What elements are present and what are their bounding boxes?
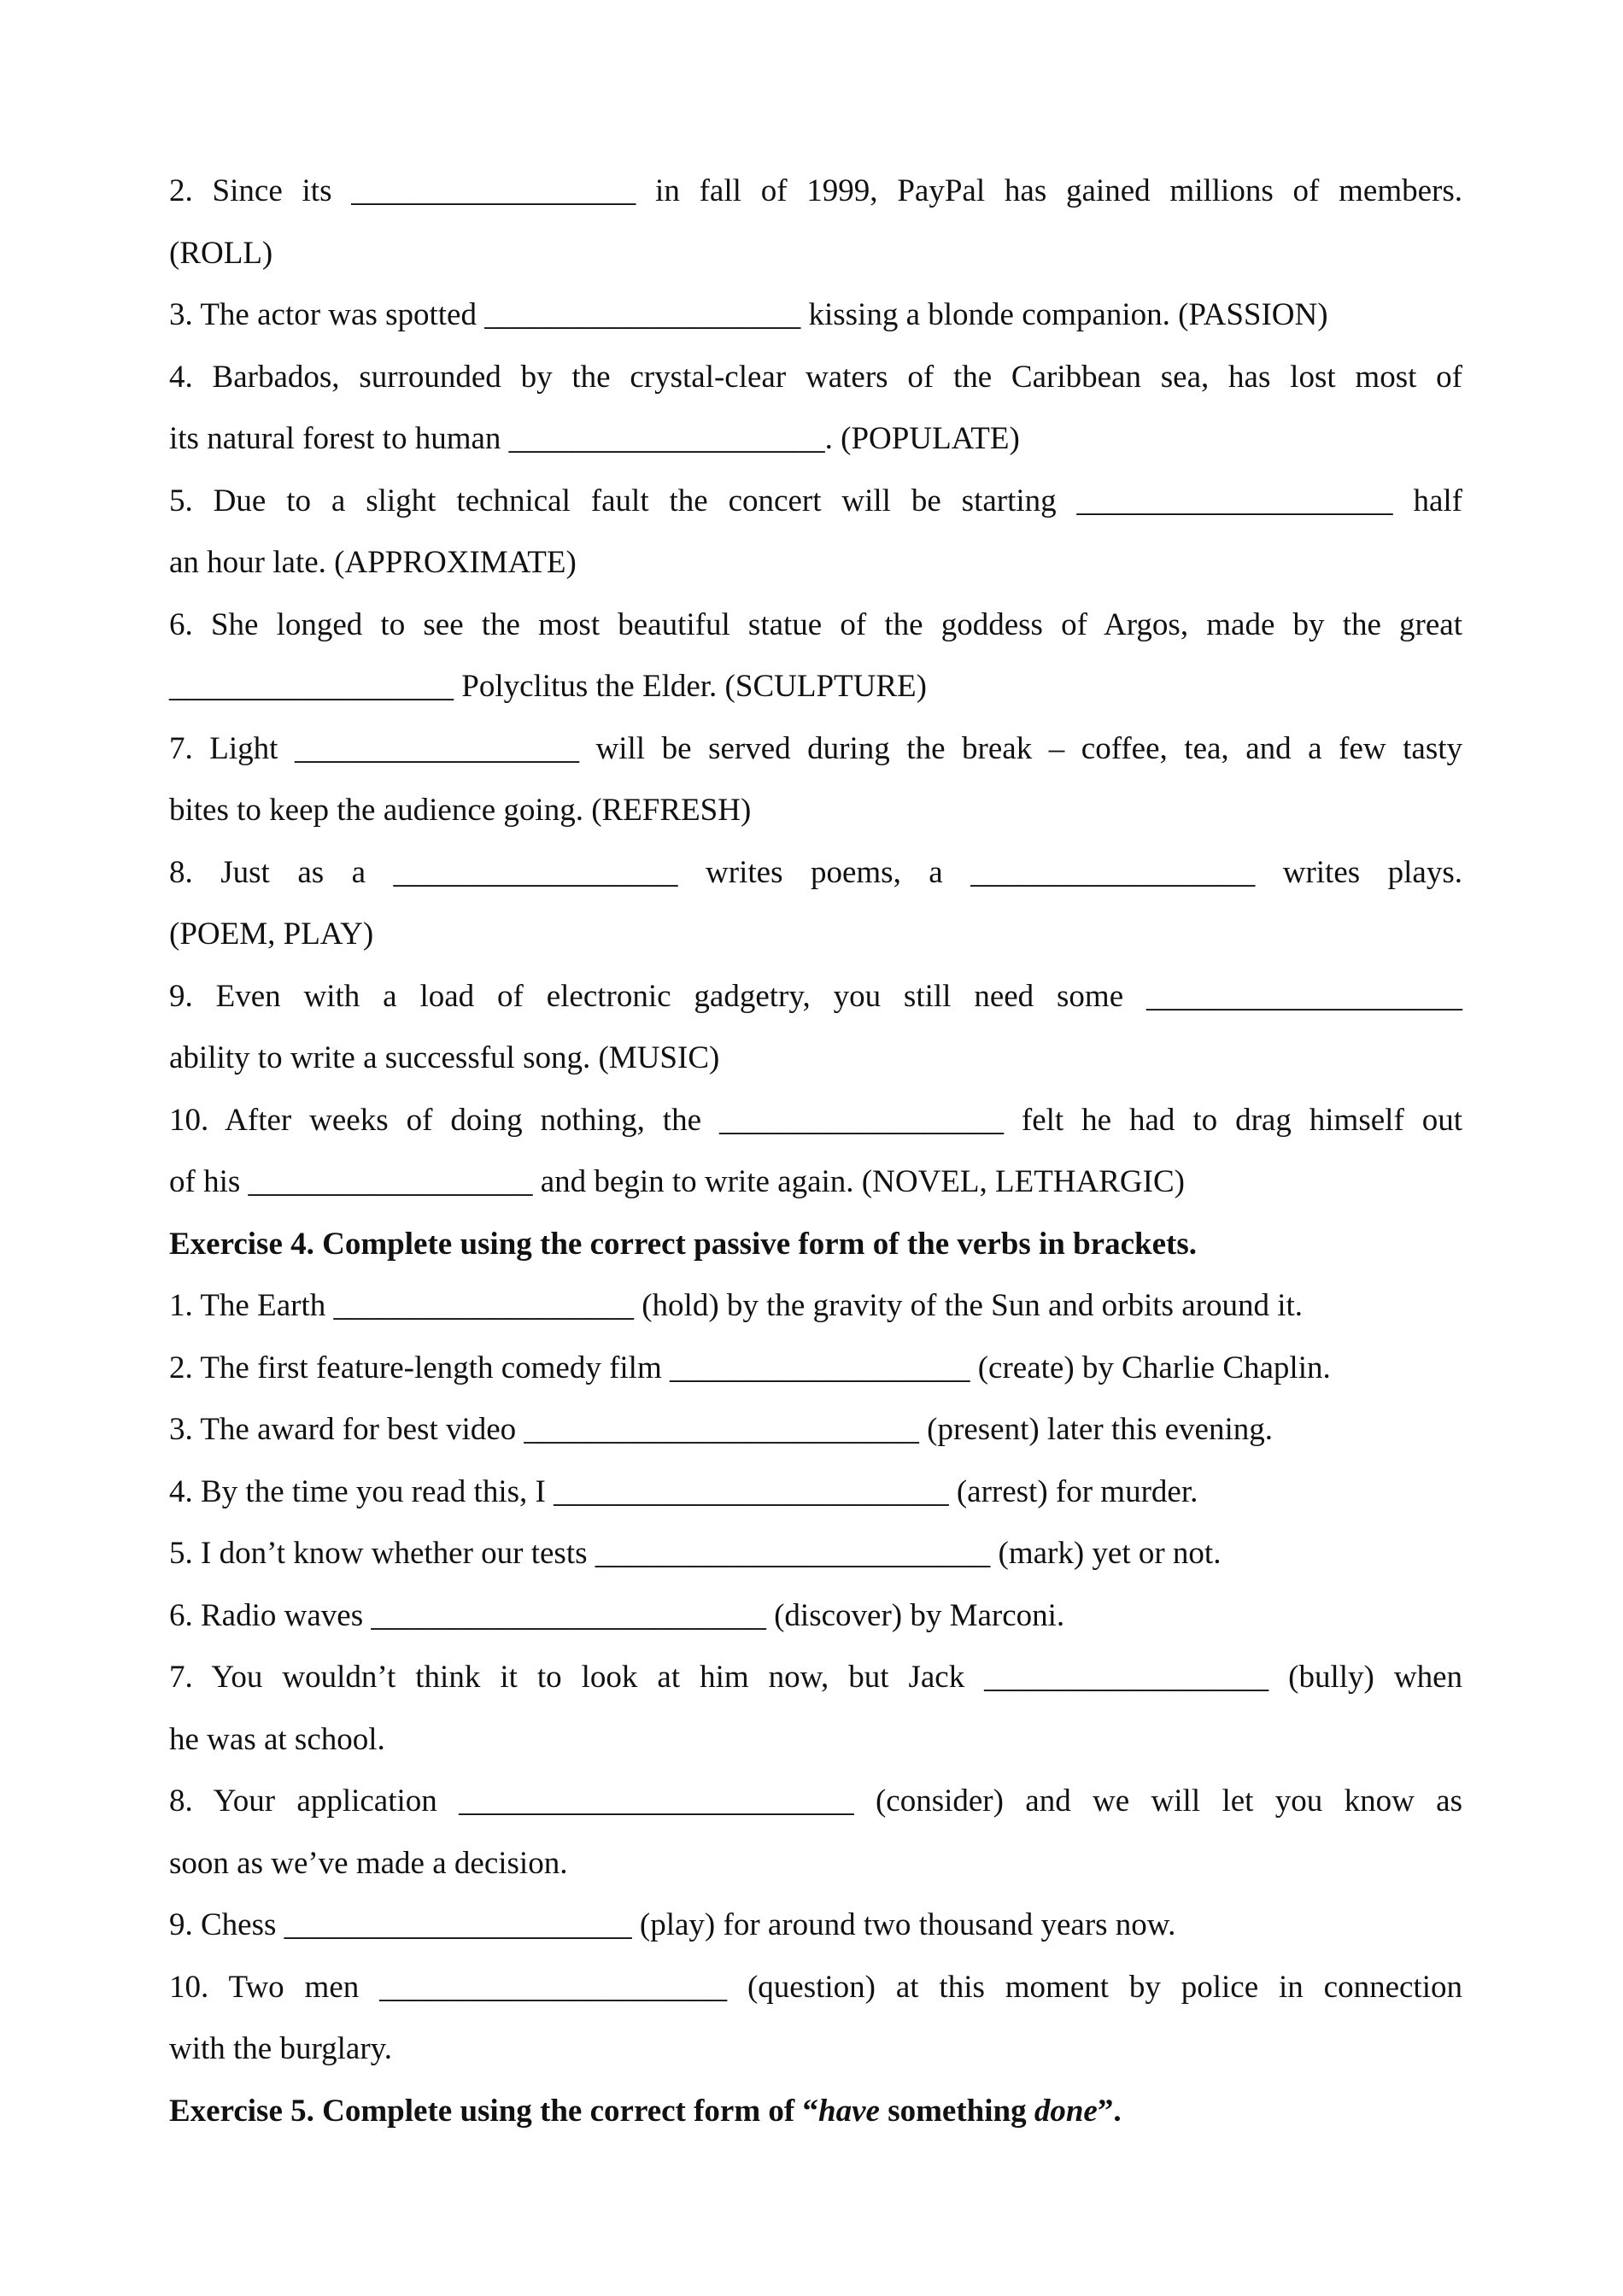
exercise-5-heading-done: done	[1034, 2093, 1098, 2129]
item-line: an hour late. (APPROXIMATE)	[169, 545, 577, 580]
item-line: bites to keep the audience going. (REFRESH)	[169, 793, 752, 828]
ex3-item-6	[169, 594, 1462, 718]
item-line: 2. The first feature-length comedy film ___________________ (create) by Charlie Chaplin.	[169, 1350, 1331, 1385]
exercise-5-heading-part1: Exercise 5. Complete using the correct form of “	[169, 2093, 818, 2129]
item-line: 1. The Earth ___________________ (hold) by the gravity of the Sun and orbits around it.	[169, 1288, 1304, 1323]
ex4-item-4	[169, 1461, 1462, 1524]
ex4-item-9	[169, 1895, 1462, 1957]
ex3-item-10	[169, 1090, 1462, 1214]
ex4-item-6	[169, 1585, 1462, 1648]
ex3-item-3	[169, 284, 1462, 347]
exercise-3-items	[169, 161, 1462, 1214]
item-line: 6. She longed to see the most beautiful statue of the goddess of Argos, made by the great	[169, 606, 1462, 642]
item-line: 10. Two men ______________________ (question) at this moment by police in connection	[169, 1969, 1462, 2005]
ex3-item-4	[169, 347, 1462, 471]
item-line: he was at school.	[169, 1721, 385, 1757]
item-line: of his __________________ and begin to write again. (NOVEL, LETHARGIC)	[169, 1164, 1185, 1199]
item-line: (ROLL)	[169, 235, 273, 271]
ex3-item-5	[169, 471, 1462, 594]
exercise-5-heading-part3: ”.	[1097, 2093, 1122, 2129]
item-line: 4. By the time you read this, I _________________________ (arrest) for murder.	[169, 1473, 1198, 1509]
item-line: 7. Light __________________ will be served during the break – coffee, tea, and a few tasty	[169, 730, 1462, 766]
item-line: 2. Since its __________________ in fall of 1999, PayPal has gained millions of members.	[169, 173, 1462, 208]
ex4-item-1	[169, 1275, 1462, 1338]
ex4-item-7	[169, 1647, 1462, 1771]
exercise-5-heading	[169, 2081, 1462, 2143]
exercise-4-heading: Exercise 4. Complete using the correct passive form of the verbs in brackets.	[169, 1226, 1197, 1262]
item-line: ability to write a successful song. (MUSIC)	[169, 1040, 720, 1075]
item-line: 10. After weeks of doing nothing, the __________________ felt he had to drag himself out	[169, 1102, 1462, 1138]
item-line: 7. You wouldn’t think it to look at him now, but Jack __________________ (bully) when	[169, 1660, 1462, 1695]
ex4-item-10	[169, 1957, 1462, 2081]
worksheet-content	[169, 161, 1462, 2142]
item-line: 5. Due to a slight technical fault the concert will be starting ____________________ half	[169, 483, 1462, 518]
ex3-item-2	[169, 161, 1462, 284]
item-line: 4. Barbados, surrounded by the crystal-clear waters of the Caribbean sea, has lost most of	[169, 359, 1462, 395]
item-line: __________________ Polyclitus the Elder. (SCULPTURE)	[169, 669, 927, 704]
item-line: 9. Even with a load of electronic gadgetry, you still need some ____________________	[169, 978, 1462, 1014]
ex3-item-7	[169, 718, 1462, 842]
item-line: 8. Just as a __________________ writes poems, a __________________ writes plays.	[169, 854, 1462, 890]
item-line: 6. Radio waves _________________________ (discover) by Marconi.	[169, 1597, 1065, 1633]
ex3-item-8	[169, 842, 1462, 966]
item-line: 8. Your application _________________________ (consider) and we will let you know as	[169, 1784, 1462, 1819]
ex4-item-8	[169, 1771, 1462, 1895]
ex3-item-9	[169, 966, 1462, 1090]
item-line: (POEM, PLAY)	[169, 917, 374, 952]
ex4-item-5	[169, 1523, 1462, 1585]
ex4-item-2	[169, 1338, 1462, 1400]
item-line: 3. The award for best video _________________________ (present) later this evening.	[169, 1412, 1273, 1447]
exercise-5-heading-have: have	[818, 2093, 880, 2129]
item-line: with the burglary.	[169, 2031, 393, 2066]
exercise-5-heading-part2: something	[879, 2093, 1034, 2129]
item-line: its natural forest to human ____________________. (POPULATE)	[169, 421, 1020, 456]
item-line: 5. I don’t know whether our tests _________________________ (mark) yet or not.	[169, 1536, 1222, 1571]
item-line: 3. The actor was spotted ____________________ kissing a blonde companion. (PASSION)	[169, 297, 1328, 332]
item-line: soon as we’ve made a decision.	[169, 1845, 568, 1881]
ex4-item-3	[169, 1399, 1462, 1461]
exercise-4-items	[169, 1275, 1462, 2081]
item-line: 9. Chess ______________________ (play) for around two thousand years now.	[169, 1907, 1176, 1942]
